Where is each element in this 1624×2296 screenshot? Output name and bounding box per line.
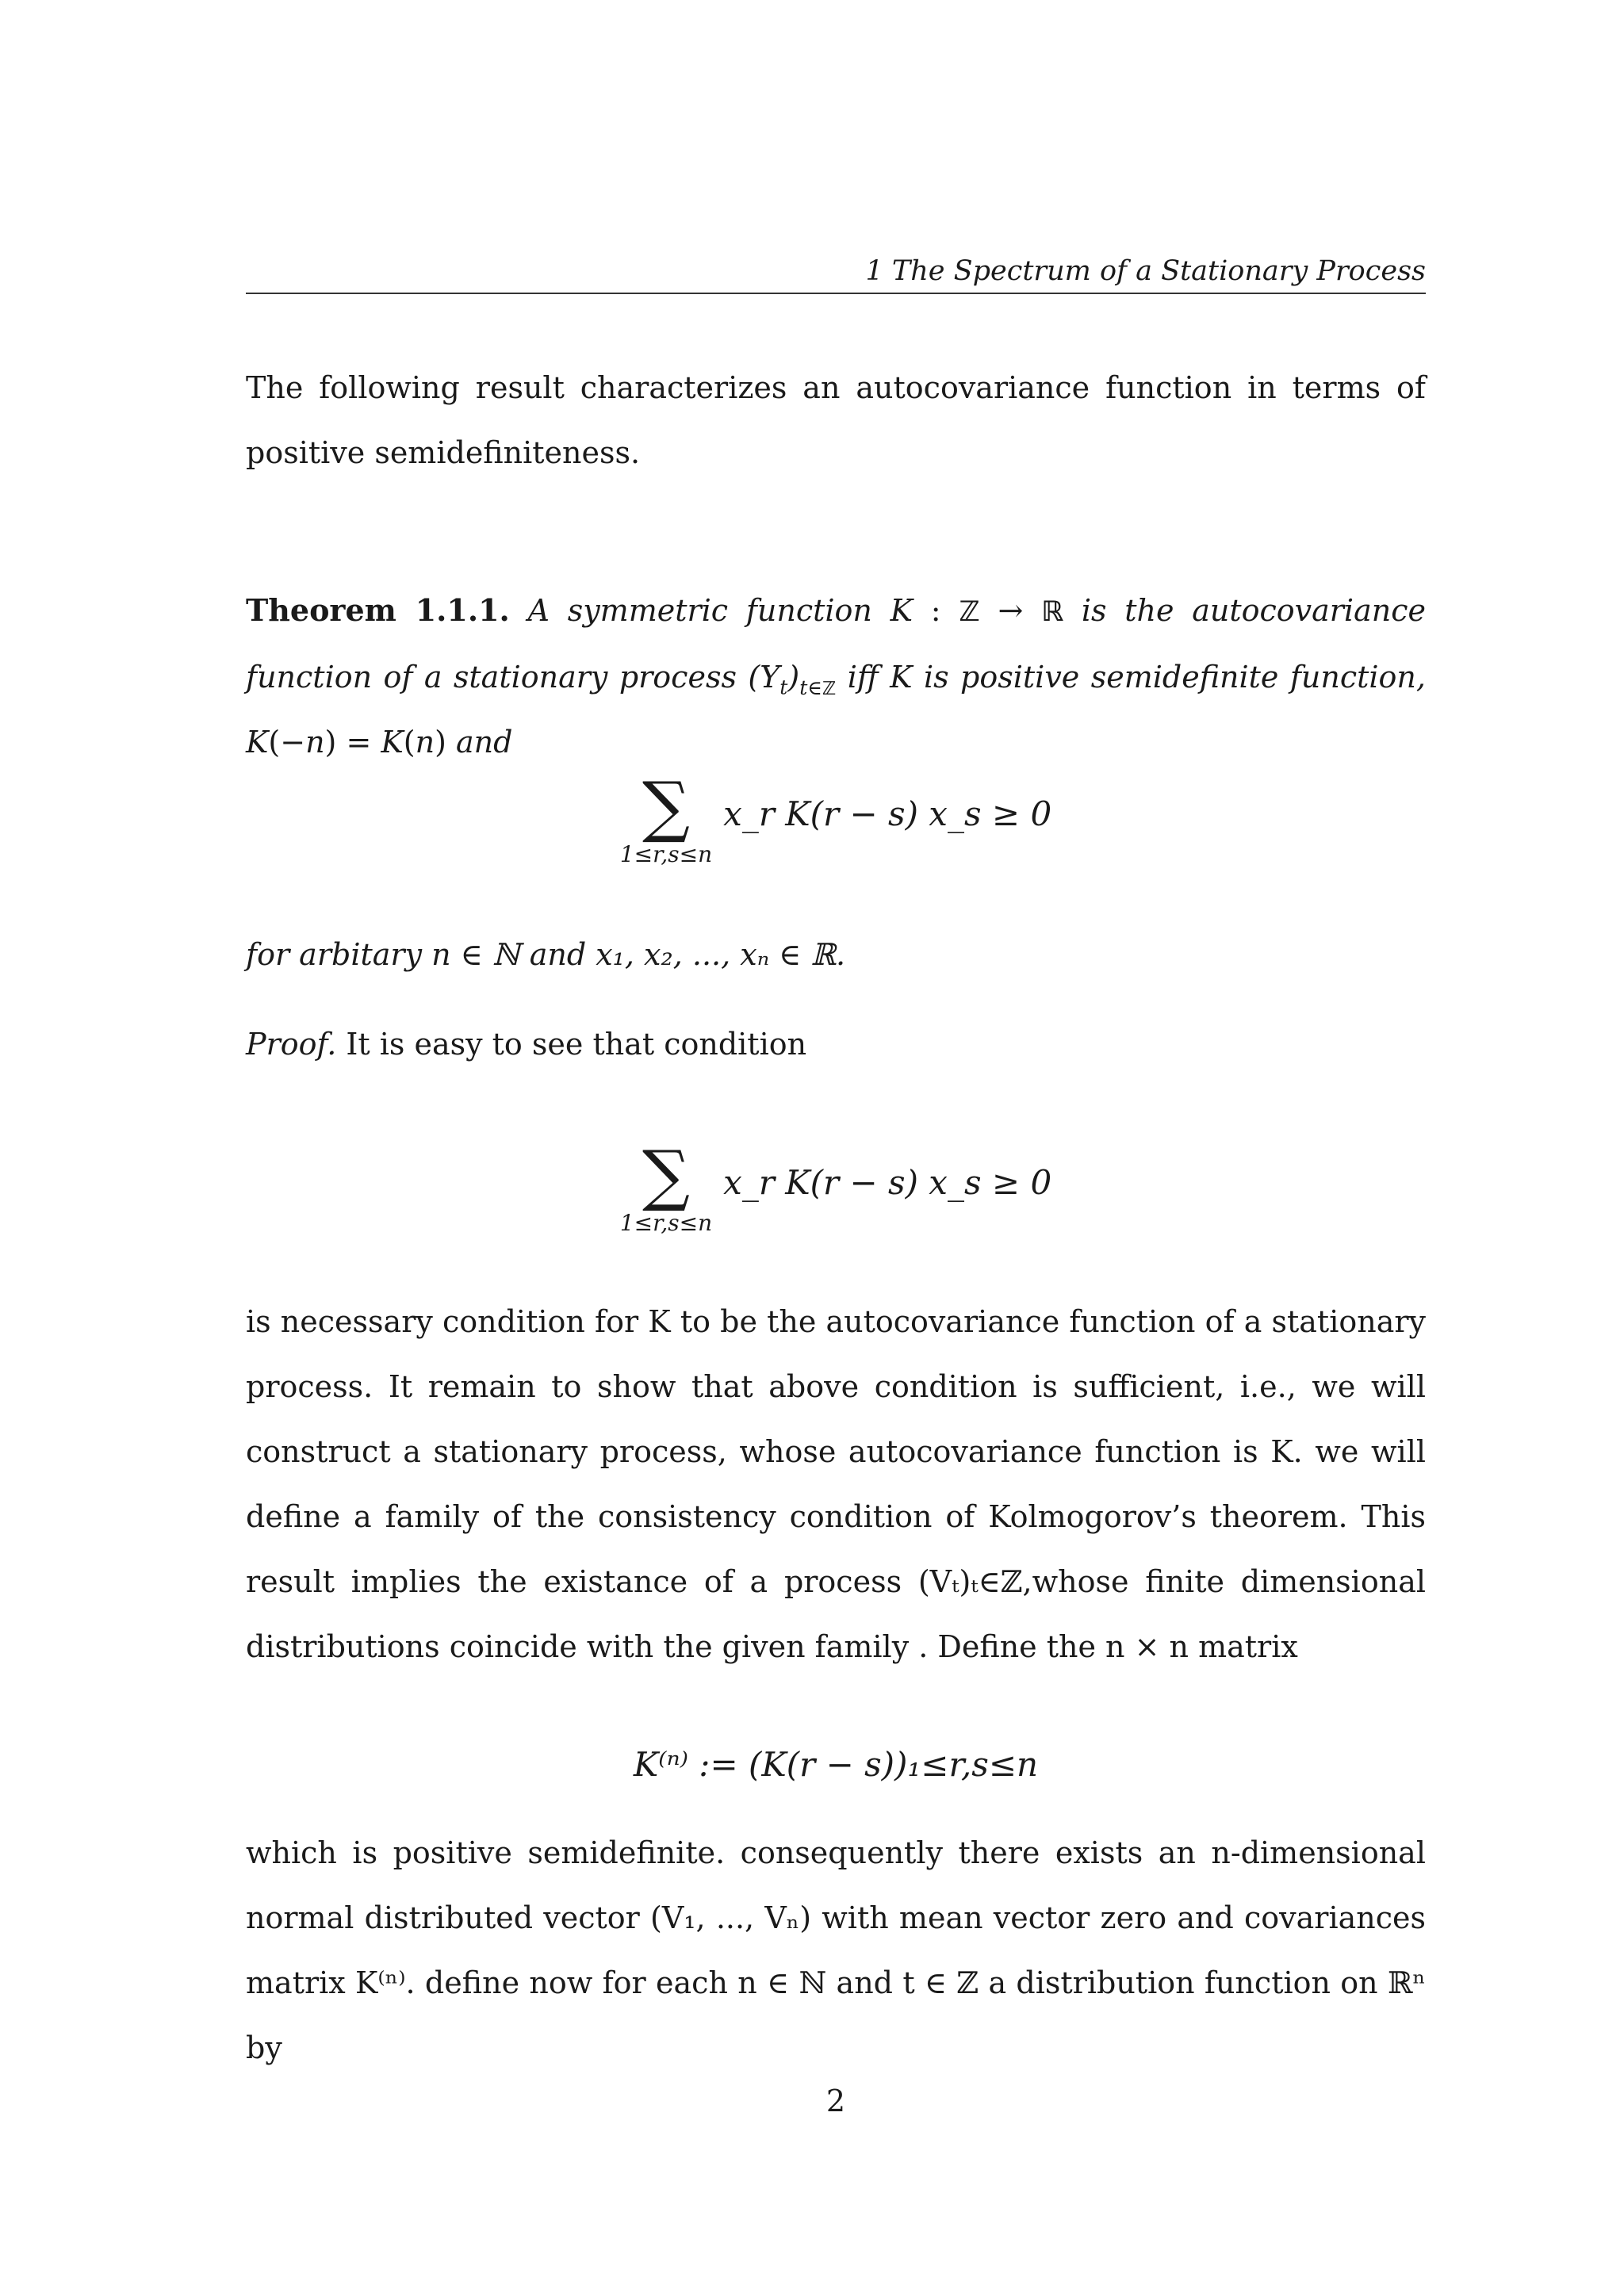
theorem-statement: Theorem 1.1.1. A symmetric function K : ℤ → ℝ is the autocovariance function of a stationary process $(Y_t)_{t\in ℤ}$ iff K is positive semidefinite function, K(−n) = K(n) and — [246, 592, 1426, 760]
theorem-label: Theorem 1.1.1. — [246, 592, 510, 628]
proof-sum-display — [246, 1136, 1426, 1237]
theorem-for-clause — [246, 922, 1426, 987]
proof-paragraph-2-text: which is positive semidefinite. consequently there exists an n-dimensional normal distributed vector (V₁, ..., Vₙ) with mean vector zero and covariances matrix K⁽ⁿ⁾. define now for each n ∈ ℕ and t ∈ ℤ a distribution function on ℝⁿ by — [246, 1835, 1426, 2065]
page-number: 2 — [825, 2084, 846, 2118]
summation-sign: ∑ — [642, 767, 690, 845]
header-rule — [246, 293, 1426, 294]
summation-sign: ∑ — [642, 1136, 690, 1214]
theorem-text-4: and — [456, 725, 513, 760]
for-clause-text: for arbitary n ∈ ℕ and x₁, x₂, ..., xₙ ∈ ℝ. — [246, 937, 846, 972]
theorem-text-1: A symmetric function — [527, 593, 872, 628]
theorem-sum-display — [246, 767, 1426, 868]
theorem-text-2: is the autocovariance function of a stationary process — [246, 593, 1426, 695]
sum-lower-limit: 1≤r,s≤n — [619, 1210, 713, 1236]
theorem-block — [246, 578, 1426, 775]
sum-expression: x_r K(r − s) x_s ≥ 0 — [723, 794, 1052, 833]
proof-opening-text: It is easy to see that condition — [346, 1027, 807, 1062]
matrix-definition: K⁽ⁿ⁾ := (K(r − s))₁≤r,s≤n — [633, 1745, 1039, 1784]
intro-text: The following result characterizes an autocovariance function in terms of positive semidefiniteness. — [246, 370, 1426, 470]
proof-paragraph-1 — [246, 1289, 1426, 1679]
running-header: 1 The Spectrum of a Stationary Process — [865, 255, 1426, 287]
sum-lower-limit: 1≤r,s≤n — [619, 841, 713, 867]
proof-opening — [246, 1012, 1426, 1077]
sum-expression: x_r K(r − s) x_s ≥ 0 — [723, 1163, 1052, 1202]
theorem-text-3: iff K is positive semidefinite function, — [847, 660, 1426, 695]
intro-paragraph — [246, 355, 1426, 485]
proof-paragraph-2 — [246, 1820, 1426, 2080]
proof-label: Proof. — [246, 1027, 337, 1062]
proof-paragraph-1-text: is necessary condition for K to be the autocovariance function of a stationary process. It remain to show that above condition is sufficient, i.e., we will construct a stationary process, whose autocovariance function is K. we will define a family of the consistency condition of Kolmogorov’s theorem. This result implies the existance of a process (Vₜ)ₜ∈ℤ,whose finite dimensional distributions coincide with the given family . Define the n × n matrix — [246, 1304, 1426, 1664]
